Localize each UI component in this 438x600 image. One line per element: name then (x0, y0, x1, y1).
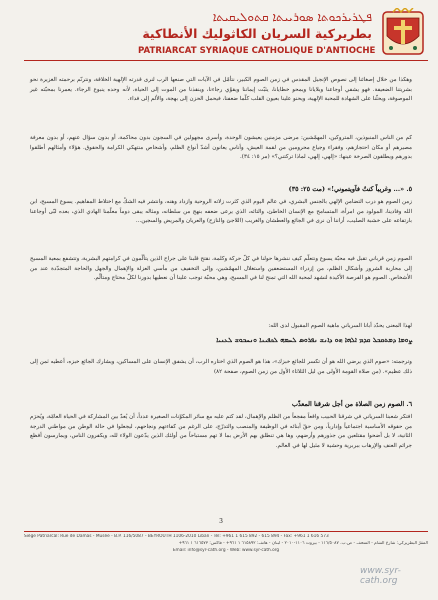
syriac-quote: ܨܘܡܐ ܕܡܬܩܒܠ ܩܕܡ ܐܠܗܐ ܗܘ ܕܐܢܫ ܢܦܪܘܣ ܠܚܡܗ ܠܟܦܝܢܐ ܘܢܚܒܘܫ ܠܥܢܝܐ (216, 336, 412, 344)
paragraph-7-text: افتكر شعبنا السرياني في شرقنا الحبيب واقعاً مفجعاً من الظلم والإهمال، لقد كتم عليه مع سائر المكوّنات الصغيرة عدداً، أن يُعدّ بين المشاركة في الحياة العامّة، ويُحرَم من حقوقه الأساسية اجتماعياً وإدارياً، ومن حقّ أبنائه في الوظيفة والمنصب والتدرّج، على الرغم من كفاءتهم ونجاحهم، ليجعلوا في حالة الوطن من مواطني الدرجة الثانية، لا بل أضحوا مقتلعين من جذورهم وأرضهم، وها هي تنطلق بهم الأرض بما لا تهم مستباحاً من أولئك الذين يدّعون الولاء لله، ويكفرون الناس، ويمارسون أفظع جرائم العنف والإرهاب ببربرية وحشية لا مثيل لها في العالم. (30, 414, 412, 450)
paragraph-6 (30, 358, 412, 377)
paragraph-3-text: زمن الصوم هو درب التضامن الإلهي بالجنس البشري، في عالم اليوم الذي كثرت زلاته الروحية وازداد وهنه، وانتشر فيه الشكّ مع اختلاط المفاهيم. يسوع المسيح، ابن الله وفادينا، المولود من امرأة، المتسامح مع الإنسان الخاطئ، والتائه، الذي يرعى ضعفه بنهج من سلطانه، ومثاله يبقى دوماً معلّمنا الهادي الذي، بعده لبّى أوجاعنا بارتفاعه على خشبة الصليب، أراننا أن نرى في الجائع والعطشان والغريب (اللاجئ والنازح) والعريان والمريض والسجين... (30, 199, 412, 225)
site-watermark: www.syr-cath.org (360, 566, 401, 586)
paragraph-1 (30, 76, 412, 105)
syriac-title: ܦܛܪܝܪܟܘܬܐ ܣܘܪܝܝܬܐ ܩܬܘܠܝܩܝܬܐ (212, 10, 372, 24)
section-5-heading: ٥. «... وغريباً كنتُ فآويتموني!» (مت ٢٥: ٣٥) (288, 185, 412, 193)
section-6-heading: ٦. الصوم زمن الصلاة من أجل شرقنا المعذّب (291, 400, 412, 408)
paragraph-2-text: كم من الناس المنبوذين، المتروكين، المهمّشين: مرضى مزمنين يعيشون الوحدة، وأسرى مجهولين في السجون بدون محاكمة، أو بدون سؤال عنهم، أو بدون معرفة مصيرهم أو مكان احتجازهم، وفقراء وجياع محرومين من لقمة العيش، وأناس يعانون أشدّ أنواع الظلم، وأشخاص منتهكي الكرامة والحقوق. هؤلاء وأمثالهم أطلقوا بدورهم ويطلقون الصرخة عينها: «إلهي، إلهي، لماذا تركتني؟» (مر ١٥: ٣٤). (30, 135, 412, 161)
paragraph-7 (30, 413, 412, 452)
footer-address-french: Siège Patriarcal: Rue de Damas - Musée - B.P. 116/5087 - BEYROUTH 1106-2010 Liban - Tél: +961 1 615 892 - 615 894 - Fax: +961 1 616 573 (24, 534, 329, 539)
paragraph-5-text: لهذا المعنى يحدّد أبانا السرياني ماهية الصوم المقبول لدى الله: (268, 323, 412, 329)
page-number: 3 (219, 518, 223, 525)
paragraph-6-text: وترجمته: «صوم الذي يرضي الله هو أن تكسر للجائع خبزك»، هذا هو الصوم الذي اختاره الرب، أن يشفق الإنسان على المساكين، ويشارك الجائع خبزه، أعطيه ثمن إلى ذلك عظيم». (من صلاة القومة الأولى من ليل الثلاثاء الأول من زمن الصوم، صفحة ٨٢) (30, 359, 412, 375)
header-divider (24, 60, 428, 61)
footer-divider (24, 531, 428, 532)
paragraph-5 (30, 322, 412, 332)
paragraph-2 (30, 134, 412, 163)
paragraph-4 (30, 255, 412, 284)
arabic-title: بطريركية السريان الكاثوليك الأنطاكية (142, 26, 372, 41)
footer-contact: Email: info@syr-cath.org - Web: www.syr-cath.org (172, 548, 280, 553)
paragraph-3 (30, 198, 412, 227)
french-title: PATRIARCAT SYRIAQUE CATHOLIQUE D'ANTIOCHE (138, 46, 376, 56)
paragraph-4-text: الصوم زمن قرباني تقبل فيه محبّة يسوع ونتعلّم كيف ننشرها حولنا في كلّ حركة وكلمة، نقتح قلبنا على جراح الذين يتألّمون في كرامتهم البشرية، وتتشفع بمعية المسيح إلى محاربة الشرور وأشكال الظلم، من إزدراء المستضعفين واستغلال المهمّشين، وإلى التخفيف من مأسي العزلة والإهمال والجهل والحاجة المتجدّدة عند من الأشخاص. الصوم هو الفرصة الأكيدة لنشهد لمحبة الله التي تمنح لنا في المسيح، وهي محبّة توجب علينا أن نعطيها بدورنا لكلّ محتاج ومتألّم. (30, 256, 412, 282)
footer-address-arabic: المقرّ البطريركي: شارع الشام - المتحف - ص.ب. ١١٦/٥٠٨٧ - بيروت ١١٠٦-٢٠١٠ - لبنان - هاتف: ٦١٥٨٩٢ ١ ٩٦١+ - فاكس: ٦١٦٥٧٣ ١ ٩٦١+ (178, 541, 428, 546)
paragraph-1-text: وهكذا من خلال إصغائنا إلى نصوص الإنجيل المقدس في زمن الصوم الكبير، نتأمّل في الآيات التي صنعها الرب لنرى قدرته الإلهية الخلاقة، ونترنّم برحمته الغزيرة نحو بشريتنا الضعيفة. فهو يشفي أوجاعنا وبلايانا ويمحو خطايانا، يثبّت إيماننا ويقوّي رجاءنا، وينقذنا من الموت إلى الحياة، لأنه وحده ينبوع الرجاء. يعمرنا بمحبّته غير الموصوفة، ويحثّنا على الشهادة للمحبة الإلهية، ويحنو علينا بعيون القلب كلّما ضعفنا، فيحمل الحزن إلى بهجة، والألم إلى فداء. (30, 77, 412, 103)
patriarchate-coat-of-arms-icon (379, 8, 427, 58)
